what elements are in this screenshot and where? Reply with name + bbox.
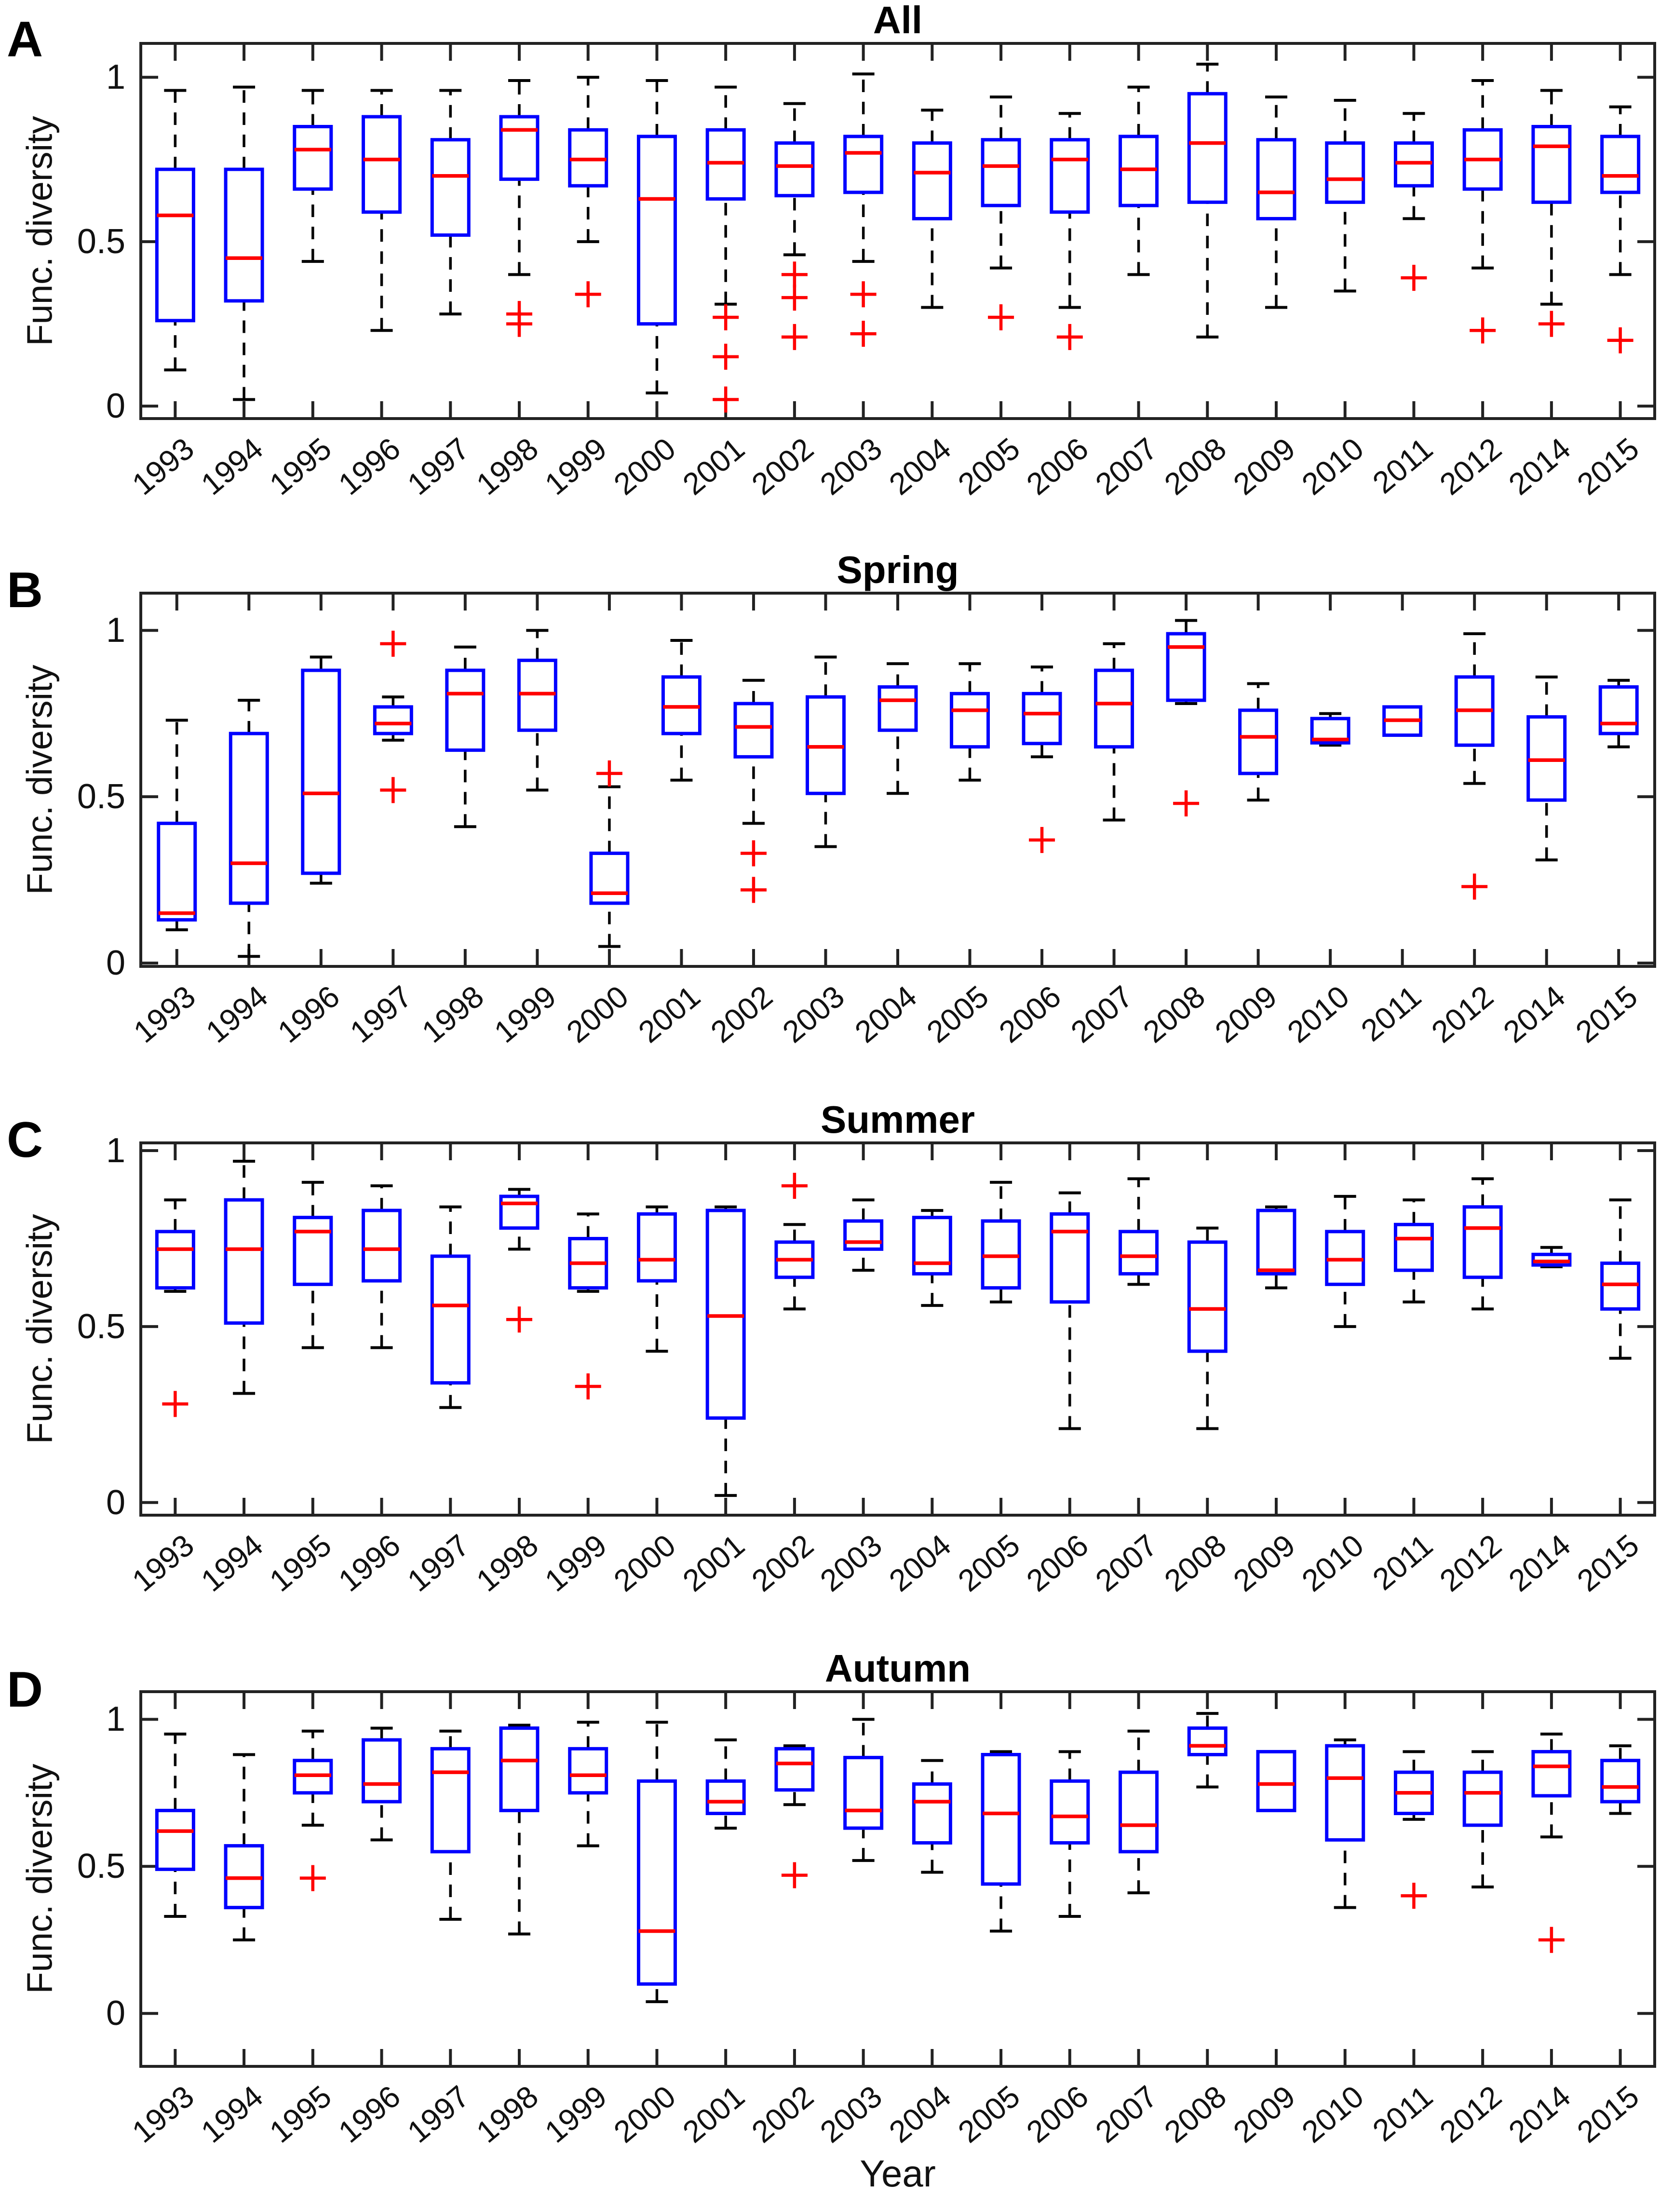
box (776, 143, 813, 196)
box (845, 1221, 882, 1249)
box (845, 1758, 882, 1828)
outlier-marker (380, 631, 406, 657)
box (1602, 1761, 1639, 1802)
panel-title-all: All (873, 0, 923, 41)
x-tick-label: 2005 (951, 2078, 1026, 2150)
x-tick-label: 2006 (1020, 2078, 1095, 2150)
x-tick-label: 2001 (676, 431, 751, 502)
box (501, 1196, 538, 1228)
x-tick-label: 2006 (1020, 1527, 1095, 1599)
box (432, 1749, 469, 1851)
box (295, 127, 331, 190)
box (1533, 1751, 1570, 1795)
box (776, 1749, 813, 1790)
outlier-marker (713, 344, 739, 370)
x-tick-label: 2010 (1295, 431, 1371, 502)
outlier-marker (575, 1373, 601, 1399)
x-tick-label: 2005 (951, 431, 1026, 502)
box (570, 1749, 607, 1792)
axes-border (141, 1143, 1655, 1515)
x-tick-label: 2001 (676, 1527, 751, 1599)
x-tick-label: 2015 (1569, 978, 1644, 1050)
box (1168, 634, 1204, 700)
box (447, 670, 484, 750)
x-tick-label: 1998 (470, 2078, 545, 2150)
outlier-marker (782, 1862, 808, 1888)
x-tick-label: 1994 (194, 431, 270, 502)
y-tick-label: 0.5 (77, 777, 125, 816)
outlier-marker (741, 877, 767, 903)
x-tick-label: 2007 (1064, 978, 1139, 1050)
outlier-marker (713, 386, 739, 412)
outlier-marker (162, 1391, 188, 1417)
box (295, 1218, 331, 1285)
x-tick-label: 2006 (992, 978, 1067, 1050)
box (303, 670, 339, 873)
outlier-marker (380, 777, 406, 803)
panel-letter-b: B (7, 562, 43, 618)
panel-title-autumn: Autumn (824, 1647, 971, 1690)
y-tick-label: 1 (106, 1700, 125, 1739)
x-tick-label: 2008 (1158, 2078, 1233, 2150)
box (432, 1256, 469, 1383)
outlier-marker (1470, 317, 1496, 343)
box (226, 169, 262, 301)
x-tick-label: 1999 (538, 431, 614, 502)
box (1189, 94, 1226, 202)
y-tick-label: 1 (106, 1131, 125, 1170)
x-tick-label: 2008 (1136, 978, 1212, 1050)
panel-letter-a: A (7, 12, 43, 68)
x-tick-label: 2001 (632, 978, 707, 1050)
box (952, 693, 988, 746)
outlier-marker (1539, 311, 1565, 337)
x-tick-label: 1996 (332, 431, 407, 502)
outlier-marker (1539, 1927, 1565, 1953)
box (364, 1740, 400, 1802)
axes-border (141, 593, 1655, 966)
x-tick-label: 2003 (813, 2078, 889, 2150)
x-tick-label: 2015 (1570, 2078, 1646, 2150)
x-tick-label: 2015 (1570, 1527, 1646, 1599)
x-tick-label: 2015 (1570, 431, 1646, 502)
outlier-marker (1029, 827, 1055, 853)
box (1533, 127, 1570, 203)
box (1052, 140, 1088, 212)
x-tick-label: 1998 (415, 978, 491, 1050)
x-tick-label: 1999 (538, 1527, 614, 1599)
box (230, 733, 267, 903)
box (1189, 1242, 1226, 1351)
axes-border (141, 43, 1655, 419)
panel-letter-c: C (7, 1112, 43, 1168)
x-tick-label: 2003 (776, 978, 851, 1050)
x-tick-label: 2000 (607, 1527, 682, 1599)
x-tick-label: 2012 (1433, 1527, 1508, 1599)
x-tick-label: 2005 (951, 1527, 1026, 1599)
box (638, 136, 675, 324)
box (226, 1200, 262, 1323)
x-tick-label: 1998 (470, 431, 545, 502)
box (1327, 1746, 1363, 1840)
x-tick-label: 2004 (848, 978, 923, 1050)
box (501, 117, 538, 179)
box (1052, 1781, 1088, 1843)
box (914, 1218, 950, 1274)
x-tick-label: 2001 (676, 2078, 751, 2150)
outlier-marker (1057, 324, 1083, 350)
x-tick-label: 1996 (332, 1527, 407, 1599)
outlier-marker (575, 281, 601, 307)
panel-title-summer: Summer (820, 1098, 975, 1141)
outlier-marker (741, 840, 767, 866)
x-tick-label: 2012 (1433, 431, 1508, 502)
box (375, 707, 411, 733)
x-tick-label: 1999 (538, 2078, 614, 2150)
box (1240, 710, 1277, 774)
x-tick-label: 2000 (607, 431, 682, 502)
x-tick-label: 2012 (1425, 978, 1500, 1050)
outlier-marker (1461, 873, 1487, 899)
box (1120, 1772, 1157, 1852)
box (364, 1210, 400, 1281)
x-tick-label: 2002 (703, 978, 779, 1050)
x-tick-label: 1993 (127, 978, 202, 1050)
panel-title-spring: Spring (837, 548, 959, 591)
y-tick-label: 1 (106, 611, 125, 650)
box (1464, 1772, 1501, 1825)
box (157, 1232, 193, 1288)
box (1189, 1728, 1226, 1755)
outlier-marker (1401, 1883, 1427, 1909)
box (1258, 1210, 1295, 1274)
x-tick-label: 2000 (559, 978, 635, 1050)
outlier-marker (506, 1306, 532, 1332)
outlier-marker (782, 324, 808, 350)
x-tick-label: 2006 (1020, 431, 1095, 502)
x-tick-label: 1995 (263, 1527, 338, 1599)
x-tick-label: 2011 (1366, 2078, 1439, 2148)
x-tick-label: 2009 (1227, 2078, 1302, 2150)
x-tick-label: 1999 (487, 978, 563, 1050)
x-tick-label: 2002 (744, 2078, 820, 2150)
x-tick-label: 2002 (744, 1527, 820, 1599)
box (914, 1784, 950, 1843)
outlier-marker (300, 1865, 326, 1891)
box (591, 853, 628, 903)
x-tick-label: 1995 (263, 2078, 338, 2150)
outlier-marker (596, 760, 622, 787)
box (983, 140, 1019, 205)
outlier-marker (782, 261, 808, 287)
y-axis-label-a: Func. diversity (19, 116, 60, 346)
box (1395, 1224, 1432, 1270)
y-tick-label: 0 (106, 1994, 125, 2033)
x-tick-label: 2004 (882, 2078, 958, 2150)
box (1258, 1751, 1295, 1810)
x-tick-label: 1993 (125, 2078, 201, 2150)
box (432, 140, 469, 235)
box (914, 143, 950, 219)
x-tick-label: 1995 (263, 431, 338, 502)
outlier-marker (782, 285, 808, 311)
x-tick-label: 2014 (1497, 978, 1572, 1050)
x-tick-label: 2003 (813, 1527, 889, 1599)
y-tick-label: 1 (106, 58, 125, 97)
x-tick-label: 2009 (1208, 978, 1283, 1050)
panel-letter-d: D (7, 1662, 43, 1718)
box (1024, 693, 1060, 743)
outlier-marker (850, 321, 877, 347)
x-tick-label: 2010 (1295, 1527, 1371, 1599)
box (1096, 670, 1133, 747)
box (364, 117, 400, 212)
box (159, 823, 195, 920)
box (983, 1755, 1019, 1884)
x-tick-label: 1997 (401, 2078, 476, 2150)
outlier-marker (850, 281, 877, 307)
x-tick-label: 1997 (343, 978, 418, 1050)
x-tick-label: 1993 (125, 1527, 201, 1599)
x-tick-label: 1996 (332, 2078, 407, 2150)
box (1464, 1207, 1501, 1277)
x-tick-label: 2012 (1433, 2078, 1508, 2150)
x-tick-label: 2005 (920, 978, 995, 1050)
x-tick-label: 2007 (1089, 2078, 1164, 2150)
x-tick-label: 2011 (1366, 431, 1439, 501)
y-tick-label: 0.5 (77, 1847, 125, 1886)
outlier-marker (1607, 327, 1633, 353)
x-tick-label: 2002 (744, 431, 820, 502)
box (1327, 143, 1363, 203)
y-tick-label: 0 (106, 944, 125, 983)
box (735, 704, 772, 757)
x-tick-label: 1996 (271, 978, 347, 1050)
box (707, 1781, 744, 1813)
y-tick-label: 0 (106, 387, 125, 426)
box (1052, 1214, 1088, 1302)
x-tick-label: 2000 (607, 2078, 682, 2150)
x-tick-label: 2007 (1089, 1527, 1164, 1599)
x-tick-label: 1994 (199, 978, 274, 1050)
x-tick-label: 2008 (1158, 431, 1233, 502)
x-tick-label: 1997 (401, 1527, 476, 1599)
x-tick-label: 2004 (882, 1527, 958, 1599)
box (845, 136, 882, 192)
box (157, 1810, 193, 1869)
x-tick-label: 2009 (1227, 431, 1302, 502)
outlier-marker (1401, 265, 1427, 291)
x-tick-label: 2011 (1354, 978, 1428, 1048)
box (1120, 1232, 1157, 1274)
x-tick-label: 2007 (1089, 431, 1164, 502)
x-tick-label: 2003 (813, 431, 889, 502)
x-tick-label: 1993 (125, 431, 201, 502)
x-tick-label: 2011 (1366, 1527, 1439, 1597)
y-axis-label-c: Func. diversity (19, 1214, 60, 1444)
outlier-marker (713, 304, 739, 330)
y-tick-label: 0.5 (77, 222, 125, 261)
box (638, 1781, 675, 1984)
x-tick-label: 2014 (1501, 2078, 1577, 2150)
x-tick-label: 2010 (1295, 2078, 1371, 2150)
box (1258, 140, 1295, 219)
x-tick-label: 1994 (194, 2078, 270, 2150)
x-tick-label: 2009 (1227, 1527, 1302, 1599)
x-tick-label: 2014 (1501, 1527, 1577, 1599)
y-tick-label: 0.5 (77, 1307, 125, 1346)
outlier-marker (988, 304, 1014, 330)
x-tick-label: 2008 (1158, 1527, 1233, 1599)
box (1600, 687, 1637, 734)
box (1602, 136, 1639, 192)
x-tick-label: 2004 (882, 431, 958, 502)
x-tick-label: 1997 (401, 431, 476, 502)
box (638, 1214, 675, 1281)
x-tick-label: 1998 (470, 1527, 545, 1599)
outlier-marker (1173, 790, 1199, 816)
x-tick-label: 1994 (194, 1527, 270, 1599)
box (501, 1728, 538, 1811)
outlier-marker (782, 1173, 808, 1199)
y-axis-label-d: Func. diversity (19, 1764, 60, 1994)
x-axis-label: Year (860, 2152, 936, 2195)
y-tick-label: 0 (106, 1483, 125, 1522)
x-tick-label: 2010 (1281, 978, 1356, 1050)
box (157, 169, 193, 321)
x-tick-label: 2014 (1501, 431, 1577, 502)
box (879, 687, 916, 731)
y-axis-label-b: Func. diversity (19, 665, 60, 895)
